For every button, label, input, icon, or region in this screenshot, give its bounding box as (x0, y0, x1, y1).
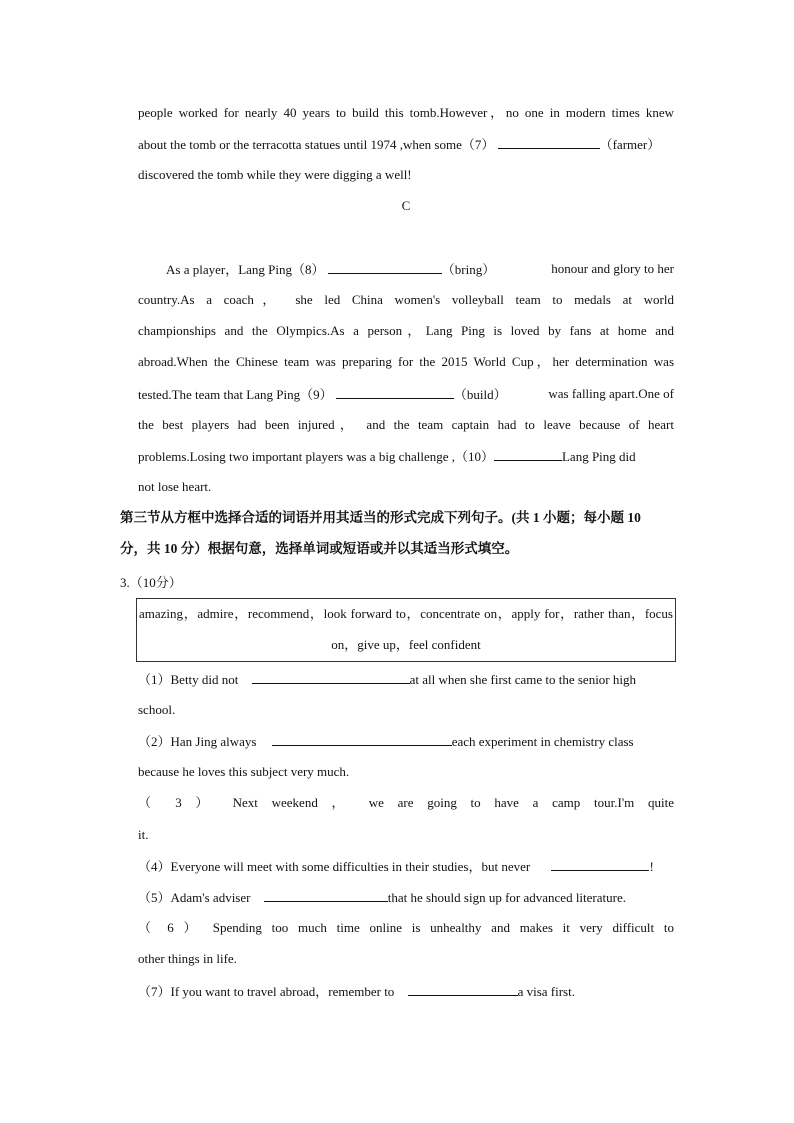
passage-c-heading: C (401, 198, 411, 213)
blank-s1[interactable] (252, 671, 410, 684)
passage-b-line-3: discovered the tomb while they were digging a well! (138, 167, 412, 182)
sentence-5-post: that he should sign up for advanced literature. (387, 890, 626, 905)
section-3-instruction-2: 分，共 10 分）根据句意，选择单词或短语或并以其适当形式填空。 (120, 541, 519, 556)
sentence-4-pre: （4）Everyone will meet with some difficulties in their studies，but never (138, 859, 531, 874)
sentence-7 (138, 983, 674, 1000)
question-3-label: 3.（10分） (120, 575, 182, 590)
blank-7[interactable] (498, 136, 600, 149)
sentence-2 (138, 733, 674, 750)
word-box-line-1: amazing，admire，recommend，look forward to，concentrate on，apply for，rather than，focus (139, 606, 673, 621)
sentence-1-pre: （1）Betty did not (138, 672, 239, 687)
blank-s4[interactable] (551, 858, 649, 871)
passage-c-l5-post: was falling apart.One of (548, 386, 674, 401)
hint-7: （farmer） (599, 137, 661, 152)
passage-c-line-4: abroad.When the Chinese team was preparing for the 2015 World Cup，her determination was (138, 354, 674, 369)
sentence-3-cont: it. (138, 827, 149, 842)
passage-c-line-1 (138, 261, 674, 278)
blank-8[interactable] (328, 261, 442, 274)
passage-c-l7-pre: problems.Losing two important players was a big challenge ,（10） (138, 449, 494, 464)
passage-c-l1-post: honour and glory to her (551, 261, 674, 276)
word-box (136, 598, 676, 662)
sentence-2-cont: because he loves this subject very much. (138, 764, 350, 779)
sentence-1 (138, 671, 674, 688)
blank-9[interactable] (336, 386, 454, 399)
passage-c-line-7 (138, 448, 674, 465)
passage-c-line-2: country.As a coach， she led China women's volleyball team to medals at world (138, 292, 674, 307)
hint-9: （build） (453, 387, 507, 402)
sentence-6-cont: other things in life. (138, 951, 237, 966)
passage-b-line-2 (138, 136, 674, 153)
sentence-5-pre: （5）Adam's adviser (138, 890, 251, 905)
passage-b-line-2-text: about the tomb or the terracotta statues until 1974 ,when some（7） (138, 137, 495, 152)
blank-s7[interactable] (408, 983, 518, 996)
sentence-4-post: ! (649, 859, 654, 874)
sentence-2-post: each experiment in chemistry class (451, 734, 634, 749)
passage-c-line-5 (138, 386, 674, 403)
sentence-1-post: at all when she first came to the senior high (409, 672, 636, 687)
hint-8: （bring） (441, 262, 496, 277)
passage-c-line-3: championships and the Olympics.As a person，Lang Ping is loved by fans at home and (138, 323, 674, 338)
sentence-7-pre: （7）If you want to travel abroad，remember to (138, 984, 395, 999)
passage-c-line-6: the best players had been injured， and the team captain had to leave because of heart (138, 417, 674, 432)
passage-c-l1-pre: As a player，Lang Ping（8） (166, 262, 325, 277)
passage-c-l5-pre: tested.The team that Lang Ping（9） (138, 387, 333, 402)
sentence-7-post: a visa first. (517, 984, 575, 999)
sentence-5 (138, 889, 674, 906)
sentence-1-cont: school. (138, 702, 176, 717)
blank-s2[interactable] (272, 733, 452, 746)
blank-s5[interactable] (264, 889, 388, 902)
blank-10[interactable] (494, 448, 562, 461)
passage-b-line-1: people worked for nearly 40 years to build this tomb.However，no one in modern times knew (138, 105, 674, 120)
sentence-6: （ 6 ） Spending too much time online is unhealthy and makes it very difficult to (138, 920, 674, 935)
section-3-instruction-1: 第三节从方框中选择合适的词语并用其适当的形式完成下列句子。(共 1 小题；每小题 10 (120, 510, 641, 525)
sentence-3: （ 3 ） Next weekend ， we are going to have a camp tour.I'm quite (138, 795, 674, 810)
sentence-4 (138, 858, 674, 875)
word-box-line-2: on，give up，feel confident (331, 637, 481, 652)
sentence-2-pre: （2）Han Jing always (138, 734, 257, 749)
passage-c-line-8: not lose heart. (138, 479, 212, 494)
passage-c-l7-post: Lang Ping did (561, 449, 636, 464)
